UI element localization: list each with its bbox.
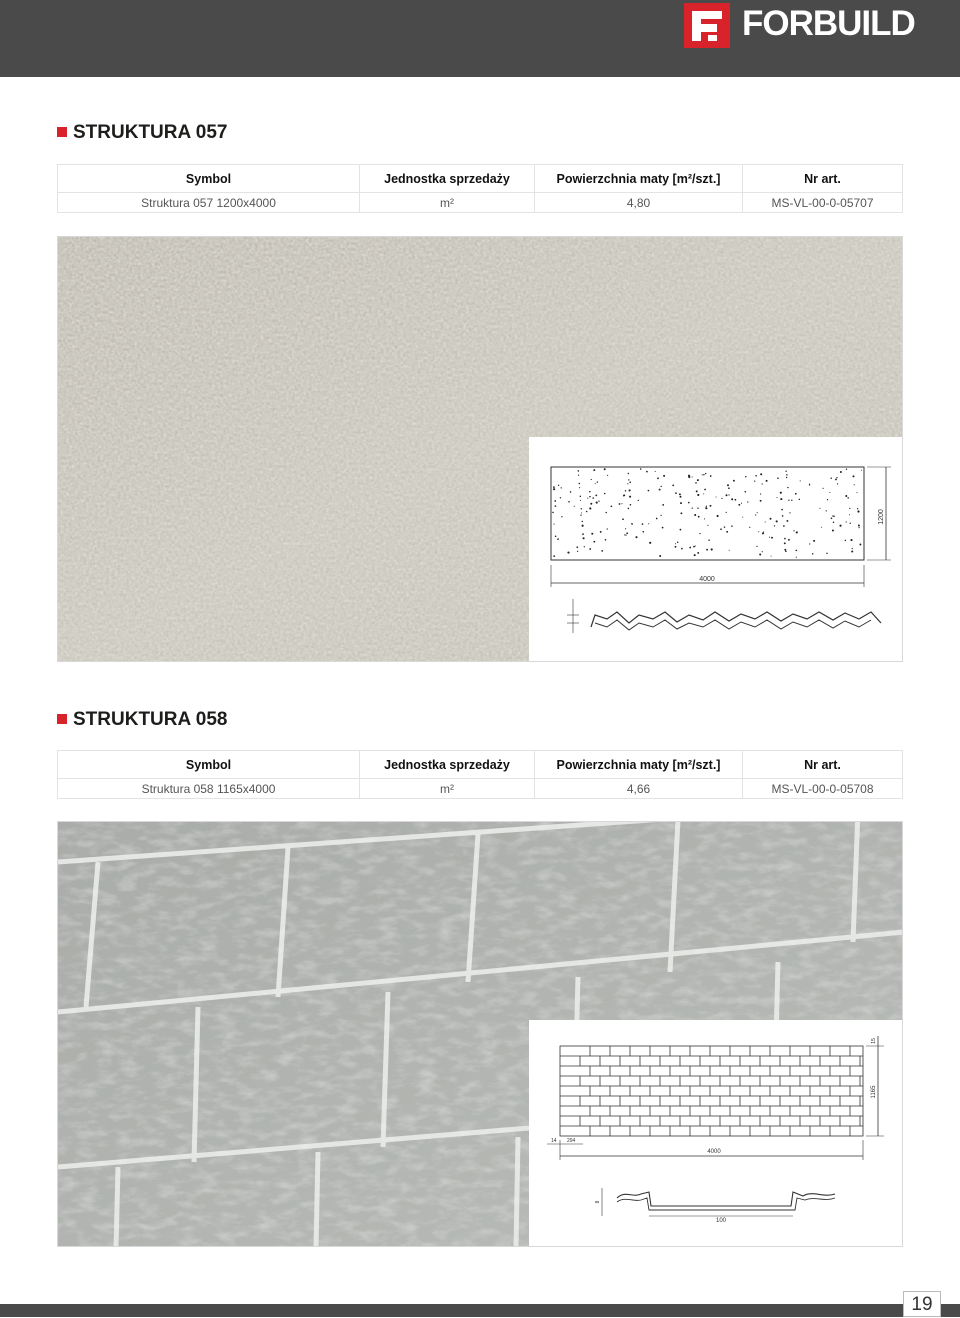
cell-art: MS-VL-00-0-05708 <box>743 779 903 799</box>
section-title-text: STRUKTURA 057 <box>73 122 228 143</box>
cell-symbol: Struktura 057 1200x4000 <box>58 193 360 213</box>
cell-unit: m² <box>360 193 535 213</box>
profile-dimension-058: 100 <box>715 1218 727 1224</box>
brick-offset-label: 14 <box>551 1138 557 1144</box>
cell-symbol: Struktura 058 1165x4000 <box>58 779 360 799</box>
table-row <box>58 779 903 799</box>
section-title-text: STRUKTURA 058 <box>73 709 228 730</box>
col-unit: Jednostka sprzedaży <box>360 165 535 193</box>
col-art: Nr art. <box>743 165 903 193</box>
technical-drawing-057 <box>529 437 903 662</box>
spec-table-057 <box>57 164 903 213</box>
width-dimension-058: 4000 <box>707 1149 721 1155</box>
footer-bar <box>0 1304 960 1317</box>
col-art: Nr art. <box>743 751 903 779</box>
cell-unit: m² <box>360 779 535 799</box>
cell-area: 4,66 <box>535 779 743 799</box>
forbuild-logo-icon <box>684 3 730 48</box>
section-title-058 <box>57 708 228 732</box>
joint-dimension-058: 15 <box>871 1038 877 1044</box>
col-symbol: Symbol <box>58 751 360 779</box>
spec-table-058 <box>57 750 903 799</box>
brand-name: FORBUILD <box>742 4 915 43</box>
cell-art: MS-VL-00-0-05707 <box>743 193 903 213</box>
table-row <box>58 193 903 213</box>
red-square-bullet-icon <box>57 714 67 724</box>
cell-area: 4,80 <box>535 193 743 213</box>
col-area: Powierzchnia maty [m²/szt.] <box>535 165 743 193</box>
table-header-row <box>58 165 903 193</box>
brick-width-label: 294 <box>567 1138 576 1144</box>
header-bar <box>0 0 960 77</box>
product-photo-057 <box>57 236 903 662</box>
height-dimension-057: 1200 <box>878 509 885 525</box>
technical-drawing-058 <box>529 1020 903 1247</box>
height-dimension-058: 1165 <box>871 1085 877 1099</box>
depth-dimension-058: 8 <box>595 1200 601 1204</box>
col-symbol: Symbol <box>58 165 360 193</box>
product-photo-058 <box>57 821 903 1247</box>
section-title-057 <box>57 121 228 145</box>
page-number: 19 <box>903 1291 941 1317</box>
col-area: Powierzchnia maty [m²/szt.] <box>535 751 743 779</box>
red-square-bullet-icon <box>57 127 67 137</box>
width-dimension-057: 4000 <box>699 576 715 583</box>
table-header-row <box>58 751 903 779</box>
col-unit: Jednostka sprzedaży <box>360 751 535 779</box>
